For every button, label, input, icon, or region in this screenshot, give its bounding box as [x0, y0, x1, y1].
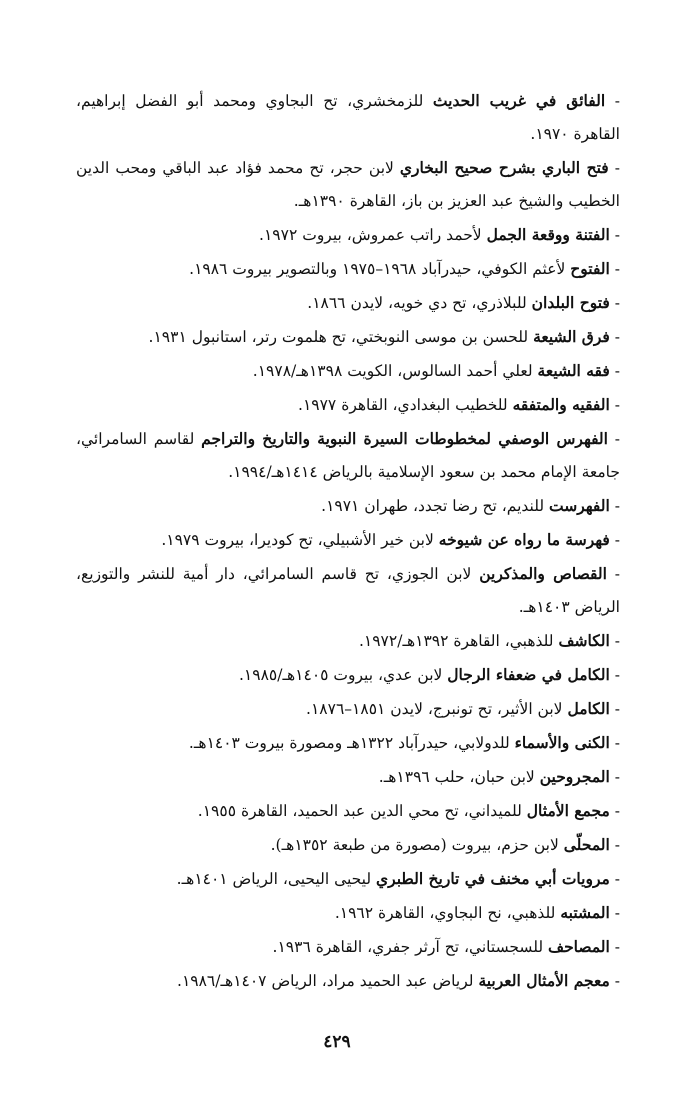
entry-details: لابن الجوزي، تح قاسم السامرائي، دار أمية للنشر والتوزيع، الرياض ١٤٠٣هـ. — [76, 565, 620, 616]
bibliography-entry — [76, 84, 620, 151]
bibliography-entry — [76, 794, 620, 828]
entry-dash: - — [614, 497, 620, 515]
entry-details: لابن حزم، بيروت (مصورة من طبعة ١٣٥٢هـ). — [270, 836, 559, 854]
entry-title: الكامل — [567, 699, 610, 718]
bibliography-entry — [76, 930, 620, 964]
entry-details: للبلاذري، تح دي خويه، لايدن ١٨٦٦. — [307, 294, 527, 312]
entry-dash: - — [614, 700, 620, 718]
bibliography-entry — [76, 489, 620, 523]
entry-dash: - — [614, 328, 620, 346]
entry-title: معجم الأمثال العربية — [478, 971, 610, 990]
bibliography-entry — [76, 218, 620, 252]
bibliography-entry — [76, 760, 620, 794]
entry-details: لابن حجر، تح محمد فؤاد عبد الباقي ومحب الدين الخطيب والشيخ عبد العزيز بن باز، القاهرة ١٣٩٠هـ. — [76, 159, 620, 210]
entry-dash: - — [614, 836, 620, 854]
entry-dash: - — [614, 632, 620, 650]
bibliography-entry — [76, 828, 620, 862]
entry-dash: - — [614, 666, 620, 684]
bibliography-entry — [76, 252, 620, 286]
entry-dash: - — [614, 294, 620, 312]
entry-details: لأعثم الكوفي، حيدرآباد ١٩٦٨–١٩٧٥ وبالتصوير بيروت ١٩٨٦. — [189, 260, 566, 278]
entry-title: المجروحين — [539, 767, 610, 786]
entry-dash: - — [614, 802, 620, 820]
bibliography-entry — [76, 726, 620, 760]
entry-title: الفهرس الوصفي لمخطوطات السيرة النبوية والتاريخ والتراجم — [201, 429, 608, 448]
entry-title: الفائق في غريب الحديث — [432, 91, 606, 110]
entry-details: لابن الأثير، تح تونبرج، لايدن ١٨٥١–١٨٧٦. — [306, 700, 563, 718]
entry-dash: - — [614, 565, 620, 583]
entry-title: فتح الباري بشرح صحيح البخاري — [399, 158, 609, 177]
entry-title: الفتنة ووقعة الجمل — [486, 225, 610, 244]
entry-title: الفتوح — [570, 259, 610, 278]
entry-title: الفهرست — [549, 496, 610, 515]
entry-details: للذهبي، القاهرة ١٣٩٢هـ/١٩٧٢. — [358, 632, 554, 650]
entry-dash: - — [614, 396, 620, 414]
entry-dash: - — [614, 226, 620, 244]
bibliography-list — [76, 84, 620, 998]
entry-dash: - — [614, 260, 620, 278]
bibliography-entry — [76, 862, 620, 896]
entry-details: للخطيب البغدادي، القاهرة ١٩٧٧. — [298, 396, 508, 414]
bibliography-entry — [76, 286, 620, 320]
entry-details: لابن خير الأشبيلي، تح كوديرا، بيروت ١٩٧٩. — [161, 531, 434, 549]
entry-details: للميداني، تح محي الدين عبد الحميد، القاهرة ١٩٥٥. — [197, 802, 522, 820]
entry-details: لرياض عبد الحميد مراد، الرياض ١٤٠٧هـ/١٩٨٦. — [177, 972, 474, 990]
entry-title: مرويات أبي مخنف في تاريخ الطبري — [376, 869, 610, 888]
entry-details: لابن حبان، حلب ١٣٩٦هـ. — [378, 768, 535, 786]
entry-details: لابن عدي، بيروت ١٤٠٥هـ/١٩٨٥. — [238, 666, 443, 684]
bibliography-entry — [76, 692, 620, 726]
bibliography-entry — [76, 422, 620, 489]
page-number: ٤٢٩ — [323, 1032, 351, 1052]
entry-details: للذهبي، نح البجاوي، القاهرة ١٩٦٢. — [334, 904, 556, 922]
entry-title: مجمع الأمثال — [526, 801, 610, 820]
entry-dash: - — [614, 904, 620, 922]
entry-title: المحلّى — [563, 835, 610, 854]
entry-title: فهرسة ما رواه عن شيوخه — [438, 530, 610, 549]
bibliography-entry — [76, 557, 620, 624]
entry-title: فتوح البلدان — [531, 293, 610, 312]
entry-dash: - — [614, 531, 620, 549]
entry-title: الكامل في ضعفاء الرجال — [447, 665, 610, 684]
entry-details: للنديم، تح رضا تجدد، طهران ١٩٧١. — [321, 497, 545, 515]
bibliography-entry — [76, 151, 620, 218]
bibliography-entry — [76, 523, 620, 557]
bibliography-entry — [76, 624, 620, 658]
entry-dash: - — [614, 768, 620, 786]
entry-title: المشتبه — [560, 903, 610, 922]
entry-dash: - — [614, 938, 620, 956]
bibliography-entry — [76, 354, 620, 388]
entry-details: للزمخشري، تح البجاوي ومحمد أبو الفضل إبراهيم، القاهرة ١٩٧٠. — [76, 92, 620, 143]
entry-dash: - — [614, 92, 620, 110]
entry-dash: - — [614, 972, 620, 990]
bibliography-entry — [76, 964, 620, 998]
entry-dash: - — [614, 870, 620, 888]
entry-details: ليحيى اليحيى، الرياض ١٤٠١هـ. — [176, 870, 372, 888]
bibliography-entry — [76, 388, 620, 422]
entry-title: فرق الشيعة — [533, 327, 610, 346]
entry-details: لأحمد راتب عمروش، بيروت ١٩٧٢. — [259, 226, 482, 244]
entry-dash: - — [614, 362, 620, 380]
bibliography-entry — [76, 658, 620, 692]
entry-dash: - — [614, 159, 620, 177]
entry-title: الفقيه والمتفقه — [512, 395, 610, 414]
entry-title: فقه الشيعة — [537, 361, 610, 380]
entry-details: للسجستاني، تح آرثر جفري، القاهرة ١٩٣٦. — [272, 938, 544, 956]
entry-details: للحسن بن موسى النوبختي، تح هلموت رتر، استانبول ١٩٣١. — [148, 328, 529, 346]
entry-title: الكاشف — [558, 631, 610, 650]
entry-details: للدولابي، حيدرآباد ١٣٢٢هـ ومصورة بيروت ١٤٠٣هـ. — [188, 734, 510, 752]
entry-dash: - — [614, 734, 620, 752]
bibliography-entry — [76, 320, 620, 354]
entry-title: الكنى والأسماء — [514, 733, 610, 752]
entry-details: لعلي أحمد السالوس، الكويت ١٣٩٨هـ/١٩٧٨. — [252, 362, 533, 380]
entry-details: لقاسم السامرائي، جامعة الإمام محمد بن سعود الإسلامية بالرياض ١٤١٤هـ/١٩٩٤. — [76, 430, 620, 481]
entry-title: القصاص والمذكرين — [479, 564, 607, 583]
entry-title: المصاحف — [548, 937, 610, 956]
bibliography-entry — [76, 896, 620, 930]
entry-dash: - — [614, 430, 620, 448]
